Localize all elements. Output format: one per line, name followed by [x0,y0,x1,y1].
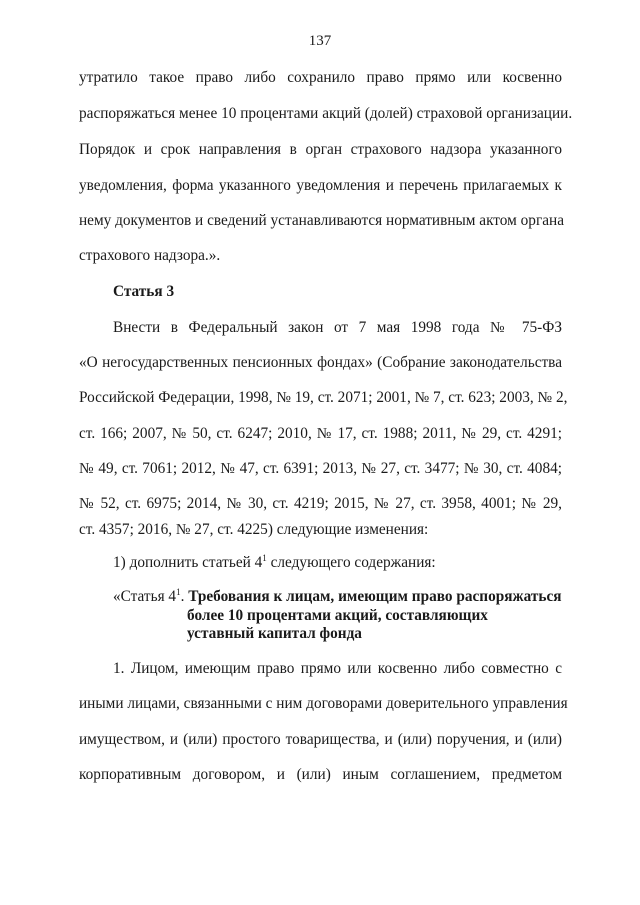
para2-line-6: № 52, ст. 6975; 2014, № 30, ст. 4219; 2015, № 27, ст. 3958, 4001; № 29, [79,495,562,512]
article-heading: Статья 3 [113,283,175,300]
new-article-title-line-1: Требования к лицам, имеющим право распоряжаться [188,588,562,605]
new-article-dot: . [180,588,189,605]
para2-line-3: Российской Федерации, 1998, № 19, ст. 2071; 2001, № 7, ст. 623; 2003, № 2, [79,389,568,406]
new-article-title-line-2: более 10 процентами акций, составляющих [187,607,488,624]
para2-line-7: ст. 4357; 2016, № 27, ст. 4225) следующие изменения: [79,521,429,538]
para1-line-3: Порядок и срок направления в орган страхового надзора указанного [79,141,562,158]
page-number: 137 [308,33,332,49]
para2-line-1: Внести в Федеральный закон от 7 мая 1998 года № 75-ФЗ [113,319,562,336]
para1-line-4: уведомления, форма указанного уведомления и перечень прилагаемых к [79,177,562,194]
item1-line [113,553,562,573]
item1-superscript: 1 [262,553,267,563]
new-article-prefix: «Статья 4 [113,588,177,605]
para1-line-6: страхового надзора.». [79,247,221,264]
para3-line-2: иными лицами, связанными с ним договорами доверительного управления [79,695,568,712]
para3-line-3: имуществом, и (или) простого товарищества, и (или) поручения, и (или) [79,731,562,748]
para1-line-5: нему документов и сведений устанавливаются нормативным актом органа [79,212,564,229]
new-article-superscript: 1 [176,587,181,597]
para3-line-1: 1. Лицом, имеющим право прямо или косвенно либо совместно с [113,660,562,677]
para1-line-1: утратило такое право либо сохранило право прямо или косвенно [79,69,562,86]
para2-line-2: «О негосударственных пенсионных фондах» (Собрание законодательства [79,354,562,371]
new-article-title-line-3: уставный капитал фонда [187,625,362,642]
para1-line-2: распоряжаться менее 10 процентами акций (долей) страховой организации. [79,105,573,122]
para2-line-5: № 49, ст. 7061; 2012, № 47, ст. 6391; 2013, № 27, ст. 3477; № 30, ст. 4084; [79,460,562,477]
new-article-heading [113,587,562,607]
para2-line-4: ст. 166; 2007, № 50, ст. 6247; 2010, № 17, ст. 1988; 2011, № 29, ст. 4291; [79,425,562,442]
para3-line-4: корпоративным договором, и (или) иным соглашением, предметом [79,766,562,783]
item1-prefix: 1) дополнить статьей 4 [113,554,263,571]
item1-suffix: следующего содержания: [266,554,436,571]
